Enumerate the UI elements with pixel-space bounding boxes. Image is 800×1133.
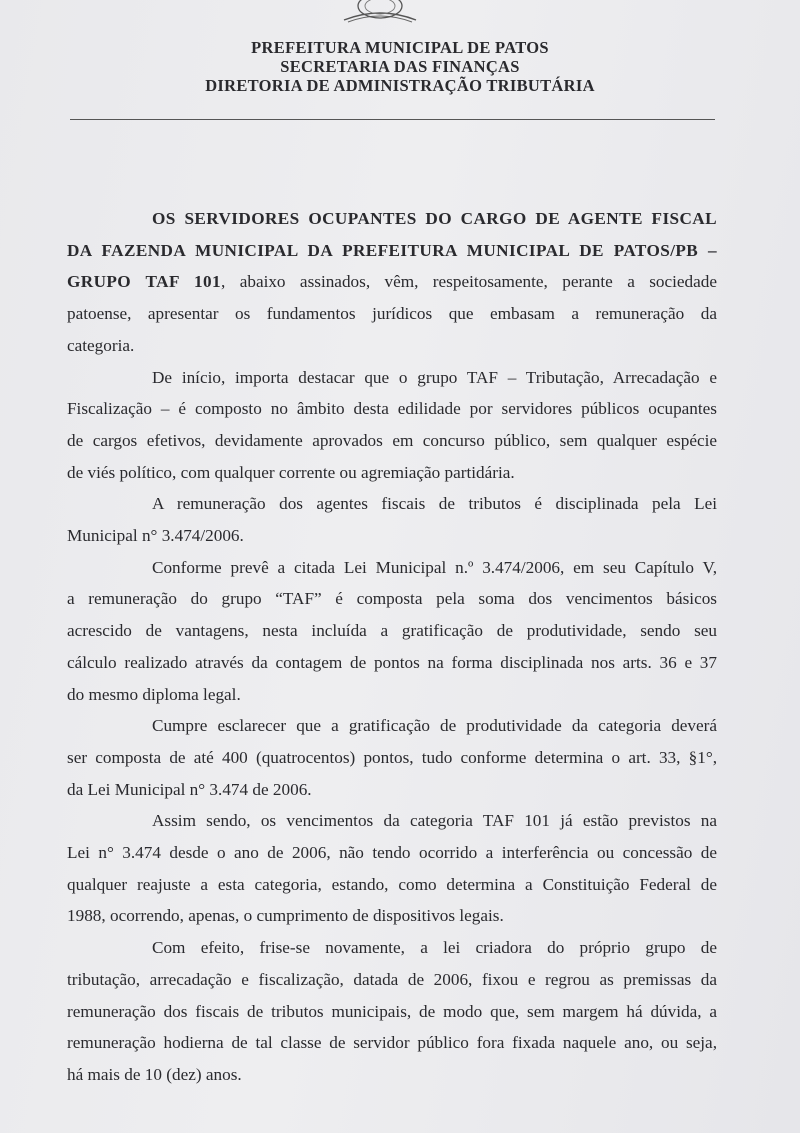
paragraph-3-line: A remuneração dos agentes fiscais de tributos é disciplinada pela Lei [152, 494, 717, 514]
paragraph-1-line [67, 266, 717, 298]
paragraph-3-line: Municipal n° 3.474/2006. [67, 526, 244, 546]
paragraph-2 [67, 362, 717, 489]
paragraph-4-line: acrescido de vantagens, nesta incluída a gratificação de produtividade, sendo seu [67, 621, 717, 641]
paragraph-4-line: Conforme prevê a citada Lei Municipal n.º 3.474/2006, em seu Capítulo V, [152, 557, 717, 577]
paragraph-7-line: há mais de 10 (dez) anos. [67, 1064, 242, 1084]
paragraph-2-line: De início, importa destacar que o grupo TAF – Tributação, Arrecadação e [152, 367, 717, 387]
paragraph-6-line: Lei n° 3.474 desde o ano de 2006, não tendo ocorrido a interferência ou concessão de [67, 843, 717, 863]
paragraph-7-line: Com efeito, frise-se novamente, a lei criadora do próprio grupo de [152, 938, 717, 958]
letterhead-line-prefeitura: PREFEITURA MUNICIPAL DE PATOS [251, 38, 549, 57]
municipal-emblem-icon [338, 0, 422, 24]
letterhead-line-secretaria: SECRETARIA DAS FINANÇAS [280, 57, 520, 76]
paragraph-5 [67, 710, 717, 805]
paragraph-2-line: de viés político, com qualquer corrente ou agremiação partidária. [67, 462, 515, 482]
paragraph-3 [67, 488, 717, 551]
paragraph-7-line: remuneração hodierna de tal classe de servidor público fora fixada naquele ano, ou seja, [67, 1033, 717, 1053]
paragraph-6-line: 1988, ocorrendo, apenas, o cumprimento de dispositivos legais. [67, 906, 504, 926]
paragraph-1-line: categoria. [67, 335, 135, 355]
paragraph-1-line: patoense, apresentar os fundamentos jurídicos que embasam a remuneração da [67, 304, 717, 324]
paragraph-1-line: DA FAZENDA MUNICIPAL DA PREFEITURA MUNICIPAL DE PATOS/PB – [67, 240, 717, 260]
paragraph-7-line: remuneração dos fiscais de tributos municipais, de modo que, sem margem há dúvida, a [67, 1001, 717, 1021]
document-body [67, 203, 717, 1091]
paragraph-4-line: cálculo realizado através da contagem de pontos na forma disciplinada nos arts. 36 e 37 [67, 652, 717, 672]
paragraph-6-line: qualquer reajuste a esta categoria, estando, como determina a Constituição Federal de [67, 874, 717, 894]
paragraph-7 [67, 932, 717, 1091]
paragraph-1-line: OS SERVIDORES OCUPANTES DO CARGO DE AGENTE FISCAL [152, 209, 717, 228]
paragraph-4-line: do mesmo diploma legal. [67, 684, 241, 704]
paragraph-4 [67, 552, 717, 711]
paragraph-7-line: tributação, arrecadação e fiscalização, datada de 2006, fixou e regrou as premissas da [67, 969, 717, 989]
header-divider [70, 119, 715, 120]
paragraph-5-line: Cumpre esclarecer que a gratificação de produtividade da categoria deverá [152, 716, 717, 736]
paragraph-2-line: Fiscalização – é composto no âmbito desta edilidade por servidores públicos ocupantes [67, 399, 717, 419]
letterhead [150, 38, 650, 95]
paragraph-4-line: a remuneração do grupo “TAF” é composta pela soma dos vencimentos básicos [67, 589, 717, 609]
paragraph-6 [67, 805, 717, 932]
letterhead-line-diretoria: DIRETORIA DE ADMINISTRAÇÃO TRIBUTÁRIA [205, 76, 595, 95]
paragraph-1-text: , abaixo assinados, vêm, respeitosamente, perante a sociedade [221, 272, 718, 292]
group-name-bold: GRUPO TAF 101 [67, 272, 222, 292]
paragraph-6-line: Assim sendo, os vencimentos da categoria TAF 101 já estão previstos na [152, 811, 717, 831]
paragraph-2-line: de cargos efetivos, devidamente aprovados em concurso público, sem qualquer espécie [67, 430, 717, 450]
paragraph-5-line: ser composta de até 400 (quatrocentos) pontos, tudo conforme determina o art. 33, §1°, [67, 747, 717, 767]
paragraph-5-line: da Lei Municipal n° 3.474 de 2006. [67, 779, 312, 799]
paragraph-1 [67, 203, 717, 362]
